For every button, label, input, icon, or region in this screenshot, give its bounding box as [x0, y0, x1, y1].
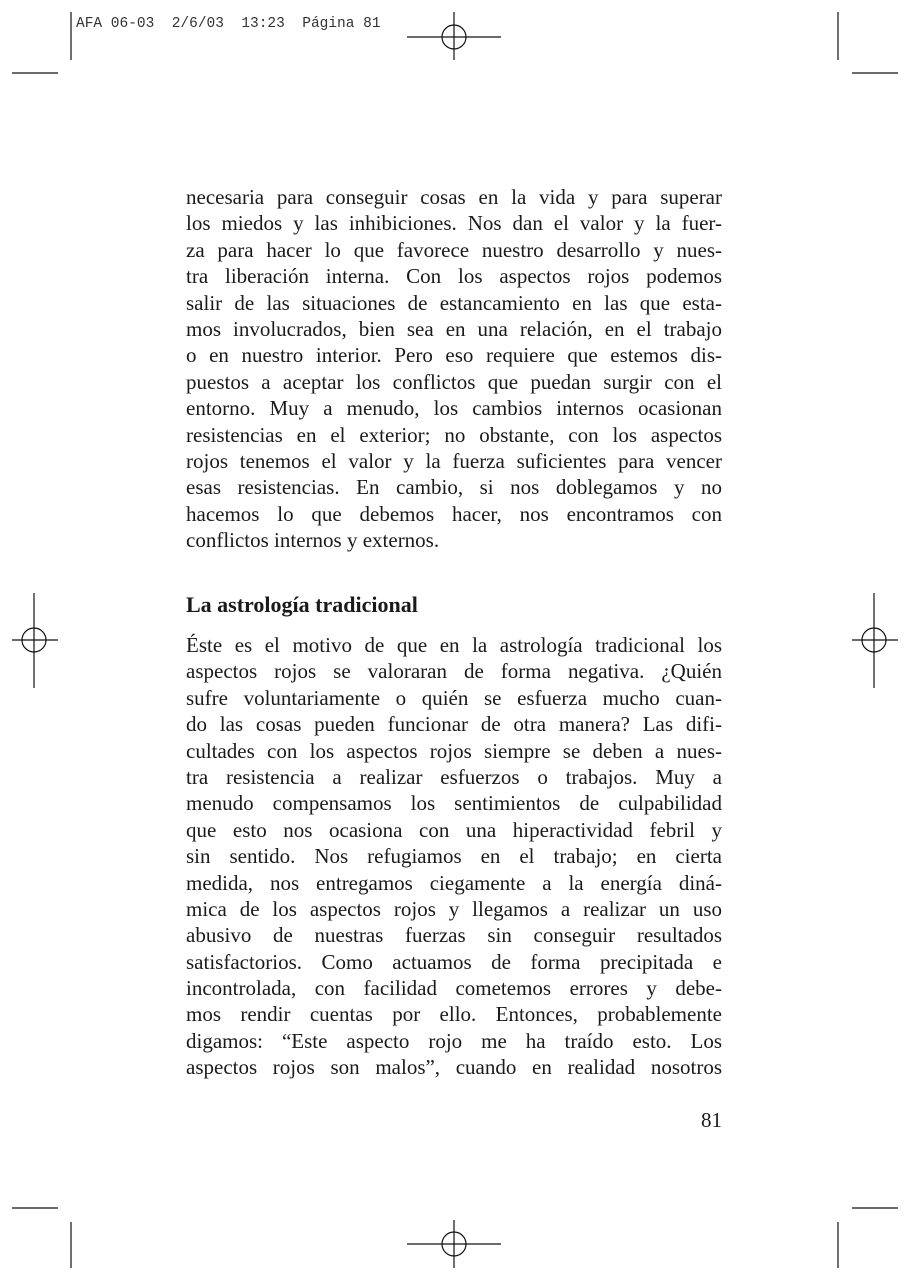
text-line: menudo compensamos los sentimientos de culpabilidad — [186, 791, 722, 816]
registration-mark-left — [12, 593, 58, 688]
page-number: 81 — [701, 1108, 722, 1132]
text-line: digamos: “Este aspecto rojo me ha traído esto. Los — [186, 1028, 722, 1053]
paragraph-1 — [186, 184, 722, 553]
text-line: conflictos internos y externos. — [186, 528, 440, 553]
text-line: rojos tenemos el valor y la fuerza suficientes para vencer — [186, 448, 722, 473]
text-line: hacemos lo que debemos hacer, nos encontramos con — [186, 501, 722, 526]
text-line: sin sentido. Nos refugiamos en el trabajo; en cierta — [186, 844, 722, 869]
text-line: que esto nos ocasiona con una hiperactividad febril y — [186, 817, 722, 842]
text-line: za para hacer lo que favorece nuestro desarrollo y nues- — [186, 237, 722, 262]
text-line: mos rendir cuentas por ello. Entonces, probablemente — [186, 1002, 722, 1027]
text-line: o en nuestro interior. Pero eso requiere que estemos dis- — [186, 343, 722, 368]
print-slug: AFA 06-03 2/6/03 13:23 Página 81 — [76, 16, 381, 32]
crop-mark-top-left — [12, 12, 71, 73]
registration-mark-top — [407, 12, 501, 60]
text-line: satisfactorios. Como actuamos de forma precipitada e — [186, 949, 722, 974]
text-line: los miedos y las inhibiciones. Nos dan el valor y la fuer- — [186, 211, 722, 236]
text-line: necesaria para conseguir cosas en la vida y para superar — [186, 185, 722, 209]
section-heading: La astrología tradicional — [186, 592, 418, 617]
text-line: entorno. Muy a menudo, los cambios internos ocasionan — [186, 396, 722, 421]
text-line: sufre voluntariamente o quién se esfuerza mucho cuan- — [186, 685, 722, 710]
text-line: aspectos rojos son malos”, cuando en realidad nosotros — [186, 1055, 722, 1080]
text-line: salir de las situaciones de estancamiento en las que esta- — [186, 290, 722, 315]
text-line: abusivo de nuestras fuerzas sin conseguir resultados — [186, 923, 722, 948]
text-line: Éste es el motivo de que en la astrología tradicional los — [186, 633, 722, 657]
text-line: puestos a aceptar los conflictos que puedan surgir con el — [186, 369, 722, 394]
text-line: mica de los aspectos rojos y llegamos a realizar un uso — [186, 896, 722, 921]
text-line: tra liberación interna. Con los aspectos rojos podemos — [186, 264, 722, 289]
crop-mark-bottom-left — [12, 1208, 71, 1268]
registration-mark-right — [852, 593, 898, 688]
text-line: tra resistencia a realizar esfuerzos o trabajos. Muy a — [186, 764, 722, 789]
text-line: mos involucrados, bien sea en una relación, en el trabajo — [186, 316, 722, 341]
text-line: medida, nos entregamos ciegamente a la energía diná- — [186, 870, 722, 895]
paragraph-2 — [186, 632, 722, 1081]
text-line: aspectos rojos se valoraran de forma negativa. ¿Quién — [186, 659, 722, 684]
text-line: cultades con los aspectos rojos siempre se deben a nues- — [186, 738, 722, 763]
text-line: incontrolada, con facilidad cometemos errores y debe- — [186, 976, 722, 1001]
registration-mark-bottom — [407, 1220, 501, 1268]
crop-mark-bottom-right — [838, 1208, 898, 1268]
crop-mark-top-right — [838, 12, 898, 73]
text-line: resistencias en el exterior; no obstante, con los aspectos — [186, 422, 722, 447]
text-line: do las cosas pueden funcionar de otra manera? Las difi- — [186, 712, 722, 737]
text-line: esas resistencias. En cambio, si nos doblegamos y no — [186, 475, 722, 500]
